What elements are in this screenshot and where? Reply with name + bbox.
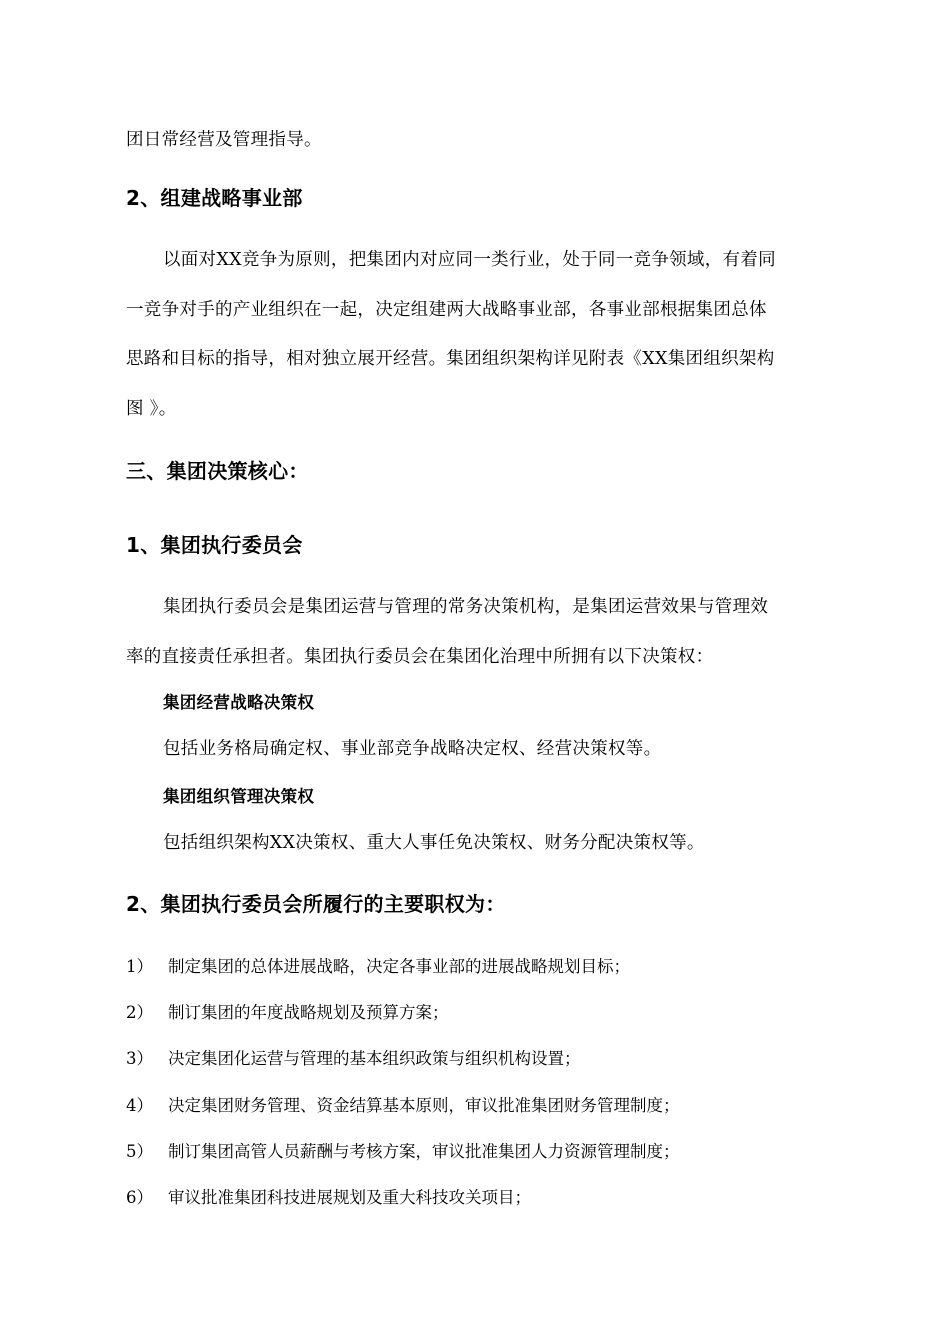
subheading-description: 包括业务格局确定权、事业部竞争战略决定权、经营决策权等。 [163,739,662,759]
subheading-business-strategy-decision: 集团经营战略决策权 [163,693,315,712]
section-heading-strategic-divisions: 2、组建战略事业部 [126,186,303,210]
paragraph-line: 以面对XX竞争为原则，把集团内对应同一类行业，处于同一竞争领域，有着同 [163,250,776,270]
paragraph-line: 集团执行委员会是集团运营与管理的常务决策机构，是集团运营效果与管理效 [163,597,769,617]
list-text: 决定集团化运营与管理的基本组织政策与组织机构设置； [168,1049,581,1068]
list-item [126,955,630,979]
subheading-organization-management-decision: 集团组织管理决策权 [163,787,315,806]
list-number: 4） [126,1096,153,1115]
list-item [126,1047,581,1071]
paragraph-line: 一竞争对手的产业组织在一起，决定组建两大战略事业部，各事业部根据集团总体 [126,300,767,320]
list-item [126,1001,449,1025]
list-item [126,1140,680,1164]
list-number: 6） [126,1188,153,1207]
section-heading-main-powers: 2、集团执行委员会所履行的主要职权为： [126,892,506,916]
list-text: 制订集团高管人员薪酬与考核方案，审议批准集团人力资源管理制度； [168,1142,680,1161]
continuation-line: 团日常经营及管理指导。 [126,130,322,150]
paragraph-line: 率的直接责任承担者。集团执行委员会在集团化治理中所拥有以下决策权： [126,647,714,667]
chapter-heading-decision-core: 三、集团决策核心： [126,459,309,483]
subheading-description: 包括组织架构XX决策权、重大人事任免决策权、财务分配决策权等。 [163,833,705,853]
list-number: 3） [126,1049,153,1068]
paragraph-line: 图 》。 [126,399,177,419]
paragraph-line: 思路和目标的指导，相对独立展开经营。集团组织架构详见附表《XX集团组织架构 [126,349,775,369]
list-text: 审议批准集团科技进展规划及重大科技攻关项目； [168,1188,531,1207]
list-item [126,1094,680,1118]
list-text: 制订集团的年度战略规划及预算方案； [168,1003,449,1022]
list-number: 1） [126,957,153,976]
list-number: 5） [126,1142,153,1161]
list-text: 制定集团的总体进展战略，决定各事业部的进展战略规划目标； [168,957,630,976]
list-item [126,1186,531,1210]
list-number: 2） [126,1003,153,1022]
section-heading-executive-committee: 1、集团执行委员会 [126,533,303,557]
list-text: 决定集团财务管理、资金结算基本原则，审议批准集团财务管理制度； [168,1096,680,1115]
